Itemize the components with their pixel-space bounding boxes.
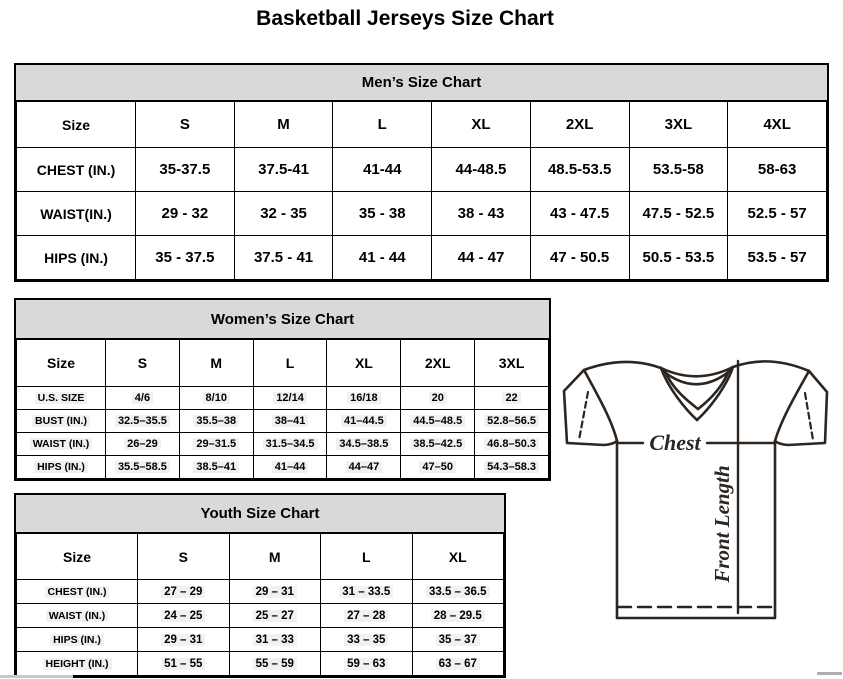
row-label [17,628,138,652]
table-row [17,628,504,652]
table-cell [530,148,629,192]
table-cell-text: 38 - 43 [457,205,505,222]
column-header [629,102,728,148]
table-cell-text: 47.5 - 52.5 [642,205,715,222]
table-cell-text: 44.5–48.5 [410,415,465,427]
table-cell-text: 58-63 [757,161,797,178]
table-cell [179,410,253,433]
column-header-text: 2XL [424,355,451,371]
table-cell-text: 53.5-58 [652,161,704,178]
column-header-text: M [277,116,290,133]
table-cell [728,192,827,236]
table-cell [728,236,827,280]
table-cell [234,192,333,236]
column-header [728,102,827,148]
table-cell [179,433,253,456]
table-row [17,148,827,192]
womens-chart-header: Women’s Size Chart [16,300,549,339]
table-cell-text: 20 [429,392,447,404]
column-header-text: L [377,116,387,133]
table-cell-text: 53.5 - 57 [747,249,807,266]
table-cell-text: 33.5 – 36.5 [426,586,490,598]
table-cell-text: 37.5-41 [258,161,309,178]
table-cell-text: 52.8–56.5 [484,415,539,427]
table-cell-text: 50.5 - 53.5 [642,249,715,266]
table-cell-text: 44–47 [346,461,383,473]
row-label [17,192,136,236]
table-cell-text: 28 – 29.5 [431,610,485,622]
table-cell [138,580,230,604]
table-cell-text: 22 [502,392,520,404]
table-cell-text: 41–44 [272,461,309,473]
front-length-label: Front Length [710,465,734,583]
column-header-text: XL [354,355,373,371]
table-cell-text: 38.5–41 [193,461,239,473]
row-label [17,387,106,410]
table-cell-text: 41 - 44 [358,249,406,266]
size-header [17,534,138,580]
column-header [321,534,413,580]
table-cell [229,580,321,604]
page-edge-artifact-right [817,672,842,675]
table-cell [475,410,549,433]
table-cell-text: 48.5-53.5 [547,161,612,178]
header-row [17,102,827,148]
table-cell [321,580,413,604]
table-cell [475,433,549,456]
youth-chart-header: Youth Size Chart [16,495,504,533]
column-header [138,534,230,580]
table-cell [333,148,432,192]
table-cell-text: 35 - 37.5 [155,249,215,266]
table-cell-text: 24 – 25 [161,610,205,622]
column-header-text: S [178,548,188,565]
table-cell [321,628,413,652]
row-label [17,236,136,280]
table-cell [229,604,321,628]
table-cell [728,148,827,192]
mens-size-table [16,101,827,280]
table-cell [321,652,413,676]
row-label-text: HEIGHT (IN.) [43,658,112,670]
column-header [253,340,327,387]
table-cell-text: 44 - 47 [457,249,505,266]
table-cell [401,433,475,456]
table-cell [629,236,728,280]
table-cell [432,236,531,280]
table-cell [412,628,504,652]
table-cell [234,236,333,280]
table-cell [106,410,180,433]
column-header-text: S [137,355,148,371]
table-cell-text: 27 – 28 [344,610,388,622]
table-cell [106,387,180,410]
column-header [401,340,475,387]
table-cell-text: 38–41 [272,415,309,427]
collar-lines [661,367,733,420]
table-cell-text: 35.5–58.5 [115,461,170,473]
mens-size-chart [14,63,829,282]
left-cuff-dashed-line [579,392,588,440]
table-cell-text: 29 - 32 [161,205,209,222]
column-header-text: S [179,116,190,133]
table-cell-text: 8/10 [203,392,230,404]
table-cell [530,192,629,236]
youth-size-chart [14,493,506,678]
table-cell-text: 51 – 55 [161,658,205,670]
column-header-text: 2XL [565,116,594,133]
table-cell [138,628,230,652]
table-cell [530,236,629,280]
row-label-text: HIPS (IN.) [50,634,104,646]
table-cell [475,456,549,479]
table-cell [412,604,504,628]
womens-size-table [16,339,549,479]
row-label [17,456,106,479]
column-header [106,340,180,387]
column-header [333,102,432,148]
table-cell-text: 26–29 [124,438,161,450]
table-cell-text: 63 – 67 [436,658,480,670]
table-row [17,433,549,456]
table-cell [327,433,401,456]
table-cell [253,410,327,433]
size-header-text: Size [62,548,91,565]
column-header-text: M [268,548,281,565]
table-cell-text: 35.5–38 [193,415,239,427]
table-cell [327,387,401,410]
table-cell [327,410,401,433]
table-cell [253,433,327,456]
table-cell [401,410,475,433]
table-cell [432,148,531,192]
table-row [17,580,504,604]
table-cell [234,148,333,192]
table-row [17,604,504,628]
table-cell [229,628,321,652]
table-cell-text: 55 – 59 [253,658,297,670]
table-row [17,652,504,676]
table-cell-text: 27 – 29 [161,586,205,598]
column-header [234,102,333,148]
table-cell [138,604,230,628]
column-header-text: 3XL [498,355,525,371]
table-row [17,192,827,236]
table-cell-text: 31 – 33 [253,634,297,646]
table-cell [138,652,230,676]
row-label-text: HIPS (IN.) [34,461,88,473]
header-row [17,340,549,387]
table-cell [327,456,401,479]
table-cell [432,192,531,236]
table-cell [412,580,504,604]
row-label-text: U.S. SIZE [35,392,88,404]
table-cell-text: 44-48.5 [455,161,507,178]
right-cuff-dashed-line [805,393,813,440]
table-cell [253,387,327,410]
column-header [327,340,401,387]
table-cell-text: 31 – 33.5 [339,586,393,598]
table-cell [106,456,180,479]
row-label [17,580,138,604]
table-cell [401,387,475,410]
column-header [136,102,235,148]
table-cell [629,192,728,236]
row-label-text: WAIST (IN.) [30,438,93,450]
table-cell-text: 31.5–34.5 [263,438,318,450]
table-cell-text: 32.5–35.5 [115,415,170,427]
column-header-text: XL [471,116,491,133]
row-label-text: BUST (IN.) [32,415,90,427]
row-label [17,410,106,433]
column-header-text: L [361,548,371,565]
table-cell [333,192,432,236]
row-label [17,433,106,456]
page-edge-artifact-left [0,675,73,678]
column-header-text: M [210,355,223,371]
table-cell [253,456,327,479]
table-cell-text: 38.5–42.5 [410,438,465,450]
column-header [530,102,629,148]
column-header [412,534,504,580]
table-cell-text: 41-44 [363,161,402,178]
column-header-text: 4XL [763,116,791,133]
chest-label: Chest [649,430,701,455]
table-cell-text: 4/6 [132,392,153,404]
mens-chart-header: Men’s Size Chart [16,65,827,101]
table-cell-text: 35 – 37 [436,634,480,646]
header-row [17,534,504,580]
size-header [17,102,136,148]
table-cell [412,652,504,676]
table-cell-text: 33 – 35 [344,634,388,646]
table-cell [136,192,235,236]
page-title: Basketball Jerseys Size Chart [256,7,554,30]
table-cell-text: 29–31.5 [193,438,239,450]
table-cell [401,456,475,479]
column-header-text: L [285,355,295,371]
table-cell-text: 35 - 38 [358,205,406,222]
table-cell-text: 29 – 31 [161,634,205,646]
table-cell [321,604,413,628]
table-cell-text: 34.5–38.5 [336,438,391,450]
table-cell-text: 35-37.5 [159,161,211,178]
table-cell-text: 52.5 - 57 [747,205,807,222]
row-label-text: WAIST (IN.) [46,610,109,622]
row-label-text: CHEST (IN.) [45,586,110,598]
table-cell [179,387,253,410]
table-cell [629,148,728,192]
column-header [179,340,253,387]
row-label-text: WAIST(IN.) [40,205,112,222]
column-header-text: 3XL [664,116,693,133]
table-cell-text: 54.3–58.3 [484,461,539,473]
table-cell-text: 41–44.5 [341,415,387,427]
table-cell-text: 47–50 [419,461,456,473]
row-label [17,652,138,676]
table-row [17,236,827,280]
row-label-text: CHEST (IN.) [36,161,116,178]
column-header [432,102,531,148]
table-cell [136,236,235,280]
table-cell-text: 16/18 [347,392,381,404]
table-row [17,456,549,479]
row-label-text: HIPS (IN.) [44,249,108,266]
size-header [17,340,106,387]
table-cell-text: 46.8–50.3 [484,438,539,450]
table-cell-text: 32 - 35 [260,205,307,222]
table-cell [475,387,549,410]
table-cell [106,433,180,456]
table-cell-text: 12/14 [273,392,307,404]
table-cell [136,148,235,192]
youth-size-table [16,533,504,676]
table-cell-text: 29 – 31 [253,586,297,598]
row-label [17,148,136,192]
size-header-text: Size [46,355,75,371]
table-cell-text: 37.5 - 41 [253,249,314,266]
table-cell-text: 47 - 50.5 [550,249,610,266]
table-cell-text: 59 – 63 [344,658,388,670]
table-cell [333,236,432,280]
table-cell-text: 43 - 47.5 [550,205,610,222]
table-cell-text: 25 – 27 [253,610,297,622]
column-header [229,534,321,580]
jersey-measurement-diagram [555,352,837,634]
table-cell [229,652,321,676]
table-row [17,410,549,433]
jersey-outline [564,361,827,618]
womens-size-chart [14,298,551,481]
row-label [17,604,138,628]
size-header-text: Size [61,116,90,133]
table-row [17,387,549,410]
table-cell [179,456,253,479]
column-header [475,340,549,387]
column-header-text: XL [448,548,467,565]
